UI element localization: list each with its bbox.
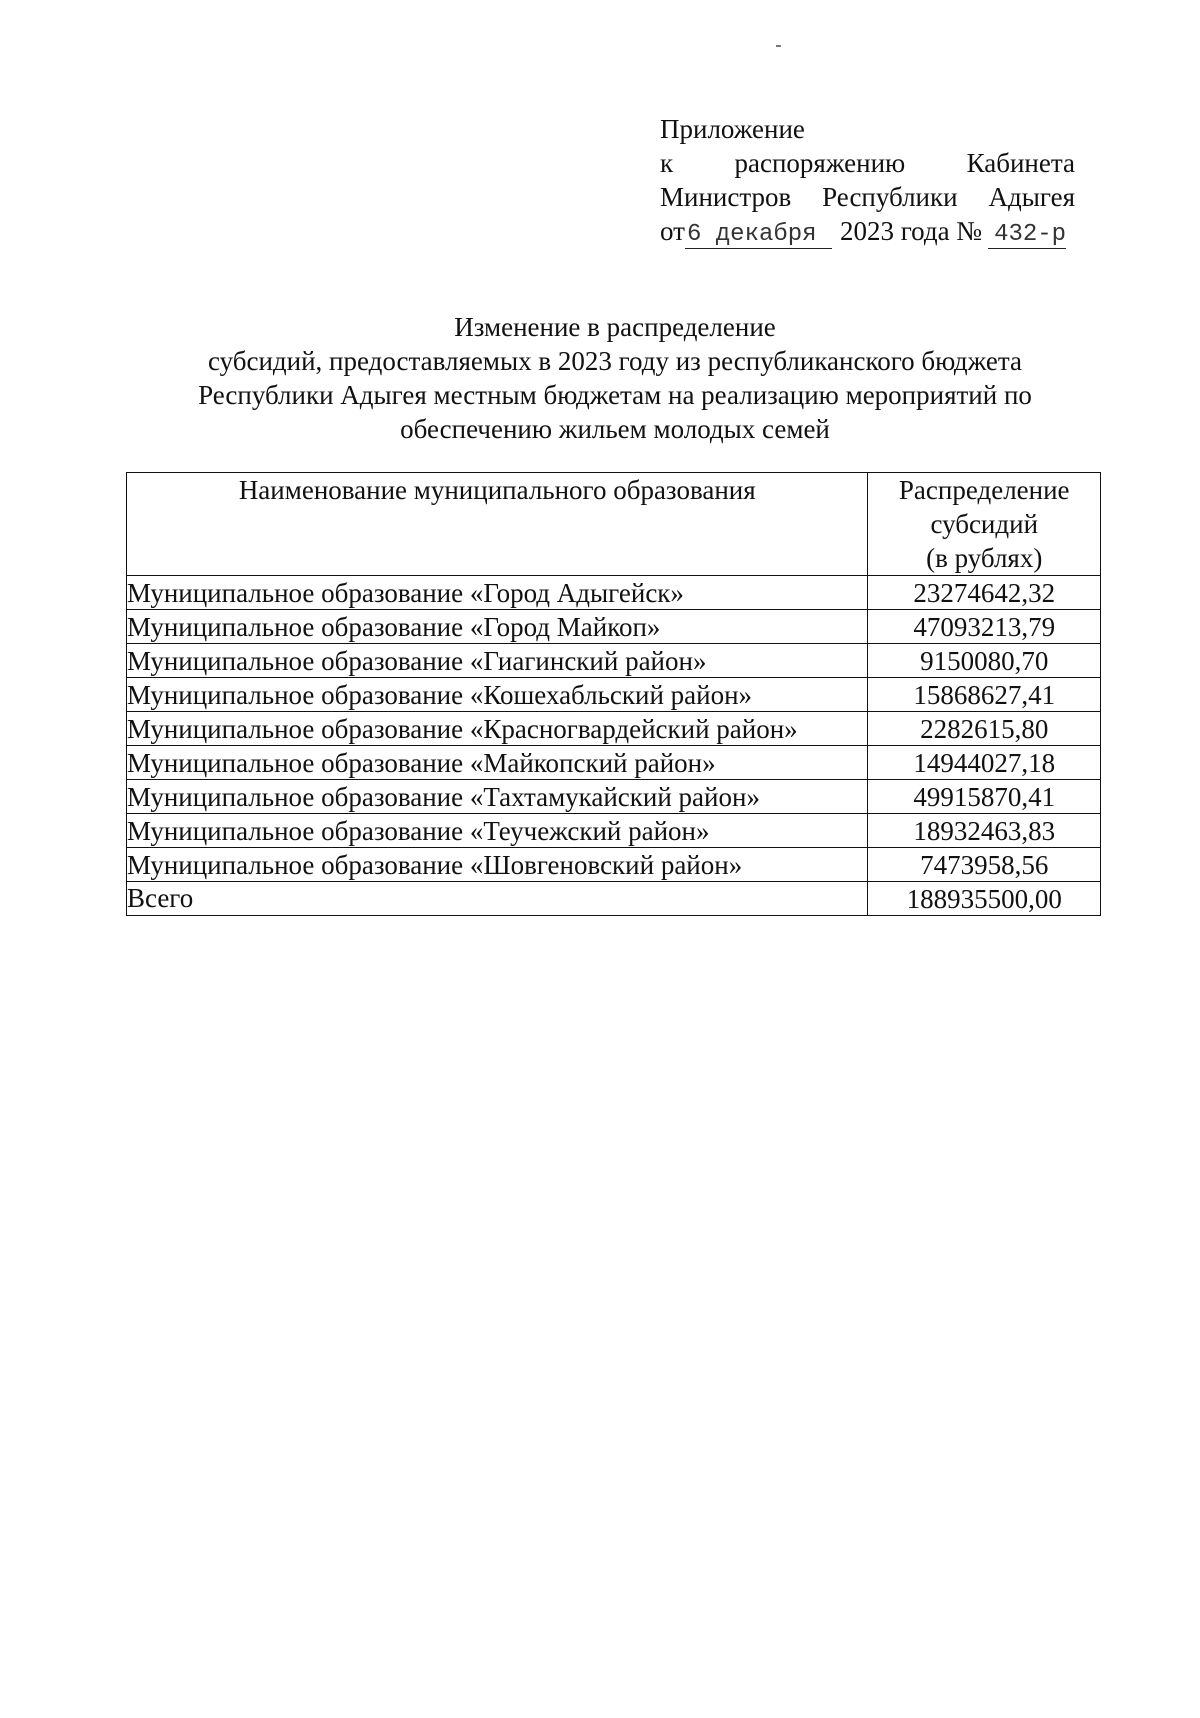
word: Кабинета [966,148,1075,178]
table-row [127,644,1101,678]
table-row [127,576,1101,610]
title-line: субсидий, предоставляемых в 2023 году из республиканского бюджета [207,346,1023,376]
word: Республики [822,182,958,212]
appendix-date-line [660,214,1075,249]
header-value-line: (в рублях) [926,543,1043,573]
subsidy-value: 15868627,41 [868,678,1101,712]
appendix-block [660,112,1075,249]
subsidy-table [126,472,1101,916]
municipality-name: Муниципальное образование «Гиагинский район» [127,644,868,678]
table-row [127,814,1101,848]
municipality-name: Муниципальное образование «Теучежский район» [127,814,868,848]
table-row [127,712,1101,746]
subsidy-value: 23274642,32 [868,576,1101,610]
document-title [120,310,1110,446]
word: Министров [660,182,792,212]
subsidy-value: 47093213,79 [868,610,1101,644]
subsidy-value: 7473958,56 [868,848,1101,882]
subsidy-value: 9150080,70 [868,644,1101,678]
word: Адыгея [988,182,1075,212]
title-line: Республики Адыгея местным бюджетам на реализацию мероприятий по [198,380,1032,410]
handwritten-number: 432-р [988,222,1066,249]
table-row [127,780,1101,814]
municipality-name: Муниципальное образование «Майкопский район» [127,746,868,780]
table-header-row [127,473,1101,576]
total-value: 188935500,00 [868,882,1101,916]
municipality-name: Муниципальное образование «Тахтамукайский район» [127,780,868,814]
appendix-line-ministers [660,180,1075,214]
municipality-name: Муниципальное образование «Красногвардейский район» [127,712,868,746]
word: к [660,148,674,178]
appendix-line-order [660,146,1075,180]
municipality-name: Муниципальное образование «Кошехабльский район» [127,678,868,712]
subsidy-value: 2282615,80 [868,712,1101,746]
header-name: Наименование муниципального образования [127,473,868,576]
table-row [127,746,1101,780]
table-row [127,848,1101,882]
title-line: Изменение в распределение [454,312,776,342]
subsidy-value: 49915870,41 [868,780,1101,814]
subsidy-value: 14944027,18 [868,746,1101,780]
total-label: Всего [127,882,868,916]
title-line: обеспечению жильем молодых семей [400,414,830,444]
handwritten-date: 6 декабря [685,222,832,249]
scan-speck [776,45,781,47]
subsidy-value: 18932463,83 [868,814,1101,848]
word: распоряжению [734,148,906,178]
municipality-name: Муниципальное образование «Шовгеновский район» [127,848,868,882]
header-value [868,473,1101,576]
from-prefix: от [660,216,685,246]
year-text: 2023 года № [839,216,983,246]
municipality-name: Муниципальное образование «Город Адыгейск» [127,576,868,610]
table-total-row [127,882,1101,916]
appendix-title: Приложение [660,114,805,144]
table-row [127,678,1101,712]
table-row [127,610,1101,644]
header-value-line: Распределение [898,475,1070,505]
header-value-line: субсидий [930,509,1039,539]
municipality-name: Муниципальное образование «Город Майкоп» [127,610,868,644]
